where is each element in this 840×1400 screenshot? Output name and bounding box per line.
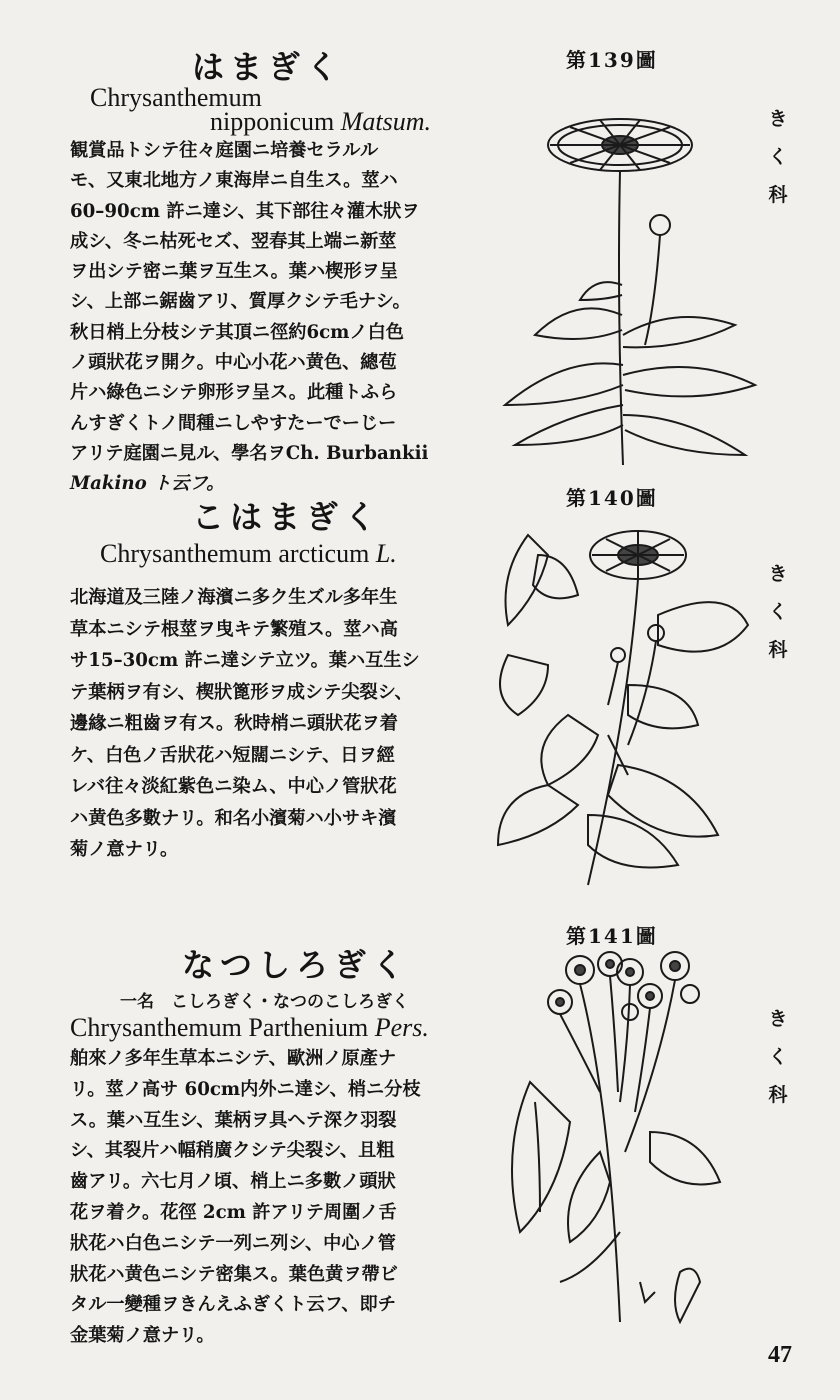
entry-1-line: んすぎくトノ間種ニしやすたーでーじー	[70, 412, 397, 434]
entry-3-line: 狀花ハ黄色ニシテ密集ス。葉色黄ヲ帶ビ	[70, 1263, 398, 1285]
family-label-char: 科	[768, 639, 788, 661]
hamagiku-illustration	[505, 85, 765, 475]
entry-3-genus: Chrysanthemum	[70, 1013, 242, 1042]
entry-1-line: ヲ出シテ密ニ葉ヲ互生ス。葉ハ楔形ヲ呈	[70, 261, 398, 283]
family-label-char: 科	[768, 184, 788, 206]
entry-2-line: レバ往々淡紅紫色ニ染ム、中心ノ管狀花	[70, 776, 397, 797]
family-label-char: く	[768, 601, 788, 623]
entry-3-line: ス。葉ハ互生シ、葉柄ヲ具ヘテ深ク羽裂	[70, 1109, 397, 1131]
family-label-char: く	[768, 146, 788, 168]
family-label-char: き	[768, 563, 788, 585]
entry-2-scientific-name	[100, 540, 397, 568]
entry-1-line: 秋日梢上分枝シテ其頂ニ徑約6cmノ白色	[70, 321, 404, 343]
entry-3-line: 花ヲ着ク。花徑 2cm 許アリテ周圍ノ舌	[70, 1201, 397, 1223]
kohamagiku-illustration	[488, 515, 758, 905]
entry-3-title: なつしろぎく	[182, 946, 411, 984]
entry-1-line: 60–90cm 許ニ達シ、其下部往々灌木狀ヲ	[70, 200, 420, 222]
entry-3-family-label	[766, 1000, 790, 1114]
entry-3-body	[70, 1044, 500, 1352]
entry-1-line: シ、上部ニ鋸齒アリ、質厚クシテ毛ナシ。	[70, 291, 411, 313]
entry-1-line: モ、又東北地方ノ東海岸ニ自生ス。莖ハ	[70, 170, 398, 192]
figure-139-label: 第139圖	[566, 48, 658, 72]
entry-2-line: 草本ニシテ根莖ヲ曳キテ繁殖ス。莖ハ高	[70, 618, 398, 640]
entry-3-line: 狀花ハ白色ニシテ一列ニ列シ、中心ノ管	[70, 1232, 396, 1254]
entry-2-family-label	[766, 555, 790, 669]
entry-2-genus: Chrysanthemum	[100, 539, 272, 568]
entry-3-line: 舶來ノ多年生草本ニシテ、歐洲ノ原產ナ	[70, 1048, 397, 1069]
entry-1-species: nipponicum	[210, 107, 335, 136]
entry-3-line: 齒アリ。六七月ノ頃、梢上ニ多數ノ頭狀	[70, 1171, 396, 1193]
entry-3-alias: 一名 こしろぎく・なつのこしろぎく	[120, 992, 409, 1012]
entry-2-body	[70, 582, 500, 866]
entry-1-scientific-species	[210, 108, 431, 136]
entry-3-line: 金葉菊ノ意ナリ。	[70, 1325, 215, 1347]
entry-2-species: arcticum	[278, 539, 370, 568]
page-number: 47	[768, 1342, 792, 1368]
family-label-char: く	[768, 1046, 788, 1068]
entry-1-title: はまぎく	[192, 48, 345, 86]
entry-1-line: ノ頭狀花ヲ開ク。中心小花ハ黄色、總苞	[70, 352, 397, 374]
entry-1-line: Makino ト云フ。	[70, 473, 225, 495]
entry-1-line: 片ハ綠色ニシテ卵形ヲ呈ス。此種トふら	[70, 382, 398, 404]
family-label-char: 科	[768, 1084, 788, 1106]
figure-141-label: 第141圖	[566, 924, 658, 948]
entry-3-scientific-name	[70, 1014, 429, 1042]
entry-2-author: L.	[375, 539, 397, 568]
family-label-char: き	[768, 1008, 788, 1030]
family-label-char: き	[768, 108, 788, 130]
entry-3-species: Parthenium	[248, 1013, 369, 1042]
entry-1-line: 観賞品トシテ往々庭園ニ培養セラルル	[70, 140, 379, 161]
entry-3-line: タル一變種ヲきんえふぎくト云フ、即チ	[70, 1294, 396, 1316]
entry-2-line: ハ黄色多數ナリ。和名小濱菊ハ小サキ濱	[70, 807, 397, 829]
entry-2-line: テ葉柄ヲ有シ、楔狀篦形ヲ成シテ尖裂シ、	[70, 681, 413, 703]
entry-1-author: Matsum.	[340, 107, 431, 136]
entry-1-body	[70, 136, 500, 500]
entry-2-line: ケ、白色ノ舌狀花ハ短闊ニシテ、日ヲ經	[70, 744, 395, 766]
entry-3-author: Pers.	[374, 1013, 429, 1042]
figure-140-label: 第140圖	[566, 486, 658, 510]
entry-1-line: 成シ、冬ニ枯死セズ、翌春其上端ニ新莖	[70, 230, 397, 252]
entry-2-line: 菊ノ意ナリ。	[70, 839, 179, 860]
entry-3-line: リ。莖ノ高サ 60cm内外ニ達シ、梢ニ分枝	[70, 1078, 421, 1100]
entry-1-scientific-genus: Chrysanthemum	[90, 83, 262, 112]
entry-2-line: 邊緣ニ粗齒ヲ有ス。秋時梢ニ頭狀花ヲ着	[70, 713, 398, 734]
entry-3-line: シ、其裂片ハ幅稍廣クシテ尖裂シ、且粗	[70, 1140, 395, 1162]
entry-2-line: サ15–30cm 許ニ達シテ立ツ。葉ハ互生シ	[70, 650, 420, 671]
entry-2-title: こはまぎく	[192, 498, 383, 536]
entry-2-line: 北海道及三陸ノ海濱ニ多ク生ズル多年生	[70, 587, 398, 608]
entry-1-family-label	[766, 100, 790, 214]
natsushirogiku-illustration	[500, 952, 740, 1332]
entry-1-line: アリテ庭園ニ見ル、學名ヲCh. Burbankii	[70, 442, 429, 464]
